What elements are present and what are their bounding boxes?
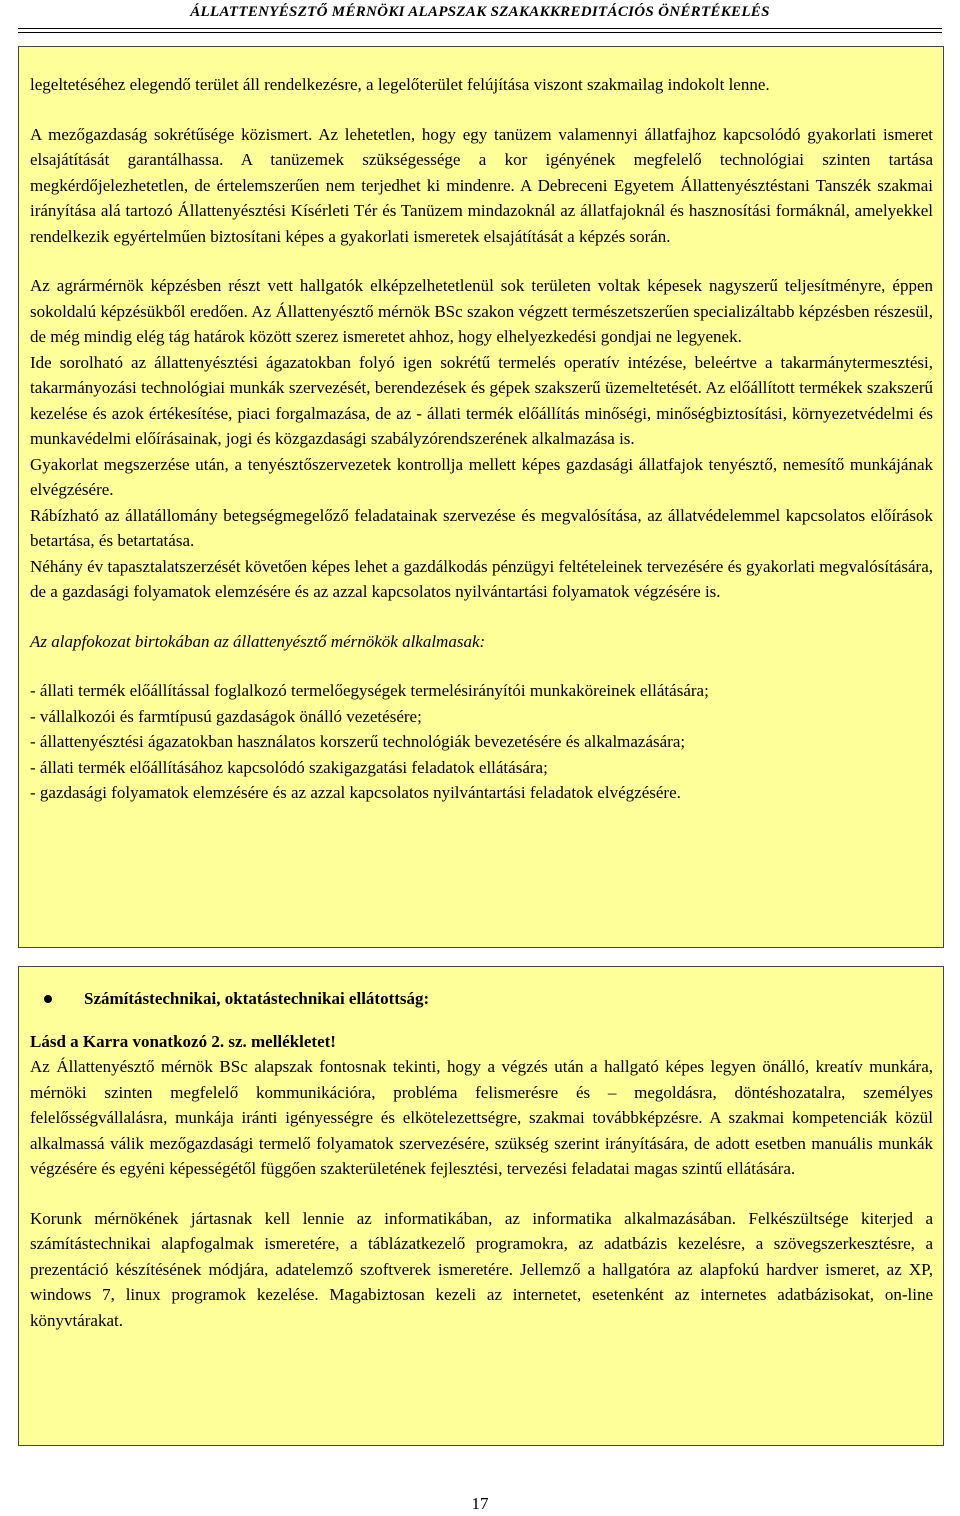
competency-list <box>30 678 933 806</box>
page-header-title: ÁLLATTENYÉSZTŐ MÉRNÖKI ALAPSZAK SZAKAKKREDITÁCIÓS ÖNÉRTÉKELÉS <box>190 4 770 20</box>
paragraph: legeltetéséhez elegendő terület áll rendelkezésre, a legelőterület felújítása viszont szakmailag indokolt lenne. <box>30 75 770 94</box>
paragraph: Az Állattenyésztő mérnök BSc alapszak fontosnak tekinti, hogy a végzés után a hallgató képes legyen önálló, kreatív munkára, mérnöki szinten megfelelő kommunikációra, probléma felismerésre és – megoldásra, döntéshozatalra, személyes felelősségvállalásra, munkája iránti igényességre és elkötelezettségre, szakmai továbbképzésre. A szakmai kompetenciák közül alkalmassá válik mezőgazdasági termelő folyamatok szervezésére, szükség szerint irányítására, de adott esetben manuális munkák végzésére és egyéni képességétől függően szakterületének fejlesztési, tervezési feladatai magas szintű ellátására. <box>30 1057 933 1178</box>
paragraph: A mezőgazdaság sokrétűsége közismert. Az lehetetlen, hogy egy tanüzem valamennyi állatfajhoz kapcsolódó gyakorlati ismeret elsajátítását garantálhassa. A tanüzemek szükségessége a kor igényének megfelelő technológiai szinten tartása megkérdőjelezhetetlen, de értelemszerűen nem terjedhet ki mindenre. A Debreceni Egyetem Állattenyésztéstani Tanszék szakmai irányítása alá tartozó Állattenyésztési Kísérleti Tér és Tanüzem mindazoknál az állatfajoknál és hasznosítási formáknál, amelyekkel rendelkezik egyértelműen biztosítani képes a gyakorlati ismeretek elsajátítását a képzés során. <box>30 124 933 246</box>
content-box-2 <box>18 966 944 1446</box>
section-heading: Számítástechnikai, oktatástechnikai ellátottság: <box>84 989 430 1008</box>
page-number: 17 <box>471 1494 489 1513</box>
list-item: - gazdasági folyamatok elemzésére és az azzal kapcsolatos nyilvántartási feladatok elvégzésére. <box>30 783 681 802</box>
paragraph: Az agrármérnök képzésben részt vett hallgatók elképzelhetetlenül sok területen voltak képesek nagyszerű teljesítményre, éppen sokoldalú képzésükből eredően. Az Állattenyésztő mérnök BSc szakon végzett természetszerűen specializáltabb képzésben részesül, de még mindig elég tág határok között szerez ismeretet ahhoz, hogy elhelyezkedési gondjai ne legyenek. <box>30 276 933 346</box>
content-box-1 <box>18 46 944 948</box>
list-item: - állati termék előállításához kapcsolódó szakigazgatási feladatok ellátására; <box>30 757 548 777</box>
annex-reference: Lásd a Karra vonatkozó 2. sz. mellékletet! <box>30 1031 336 1051</box>
paragraph: Néhány év tapasztalatszerzését követően képes lehet a gazdálkodás pénzügyi feltételeinek tervezésére és gyakorlati megvalósítására, de a gazdasági folyamatok elemzésére és az azzal kapcsolatos nyilvántartási folyamatok végzésére is. <box>30 556 933 601</box>
subheading: Az alapfokozat birtokában az állattenyésztő mérnökök alkalmasak: <box>30 631 486 651</box>
paragraph: Korunk mérnökének jártasnak kell lennie az informatikában, az informatika alkalmazásában. Felkészültsége kiterjed a számítástechnikai alapfogalmak ismeretére, a táblázatkezelő programokra, az adatbázis kezelésre, a szövegszerkesztésre, a prezentáció készítésének módjára, adatelemző szoftverek ismeretére. Jellemző a hallgatóra az alapfokú hardver ismeret, az XP, windows 7, linux programok kezelése. Magabiztosan kezeli az internetet, esetenként az internetes adatbázisokat, on-line könyvtárakat. <box>30 1208 933 1330</box>
list-item: - vállalkozói és farmtípusú gazdaságok önálló vezetésére; <box>30 706 422 726</box>
list-item: - állati termék előállítással foglalkozó termelőegységek termelésirányítói munkaköreinek ellátására; <box>30 681 709 700</box>
header-rule-second <box>18 32 942 33</box>
bullet-icon <box>44 995 52 1003</box>
header-rule <box>18 28 942 29</box>
list-item: - állattenyésztési ágazatokban használatos korszerű technológiák bevezetésére és alkalmazására; <box>30 732 686 751</box>
paragraph: Ide sorolható az állattenyésztési ágazatokban folyó igen sokrétű termelés operatív intézése, beleértve a takarmánytermesztési, takarmányozási technológiai munkák szervezését, berendezések és gépek szakszerű üzemeltetését. Az előállított termékek szakszerű kezelése és azok értékesítése, piaci forgalmazása, de az - állati termék előállítás minőségi, minőségbiztosítási, környezetvédelmi és munkavédelmi előírásainak, jogi és közgazdasági szabályzórendszerének alkalmazása is. <box>30 352 933 448</box>
paragraph: Gyakorlat megszerzése után, a tenyésztőszervezetek kontrollja mellett képes gazdasági állatfajok tenyésztő, nemesítő munkájának elvégzésére. <box>30 454 933 499</box>
bullet-heading-row <box>30 986 933 1012</box>
paragraph: Rábízható az állatállomány betegségmegelőző feladatainak szervezése és megvalósítása, az állatvédelemmel kapcsolatos előírások betartása, és betartatása. <box>30 505 933 550</box>
